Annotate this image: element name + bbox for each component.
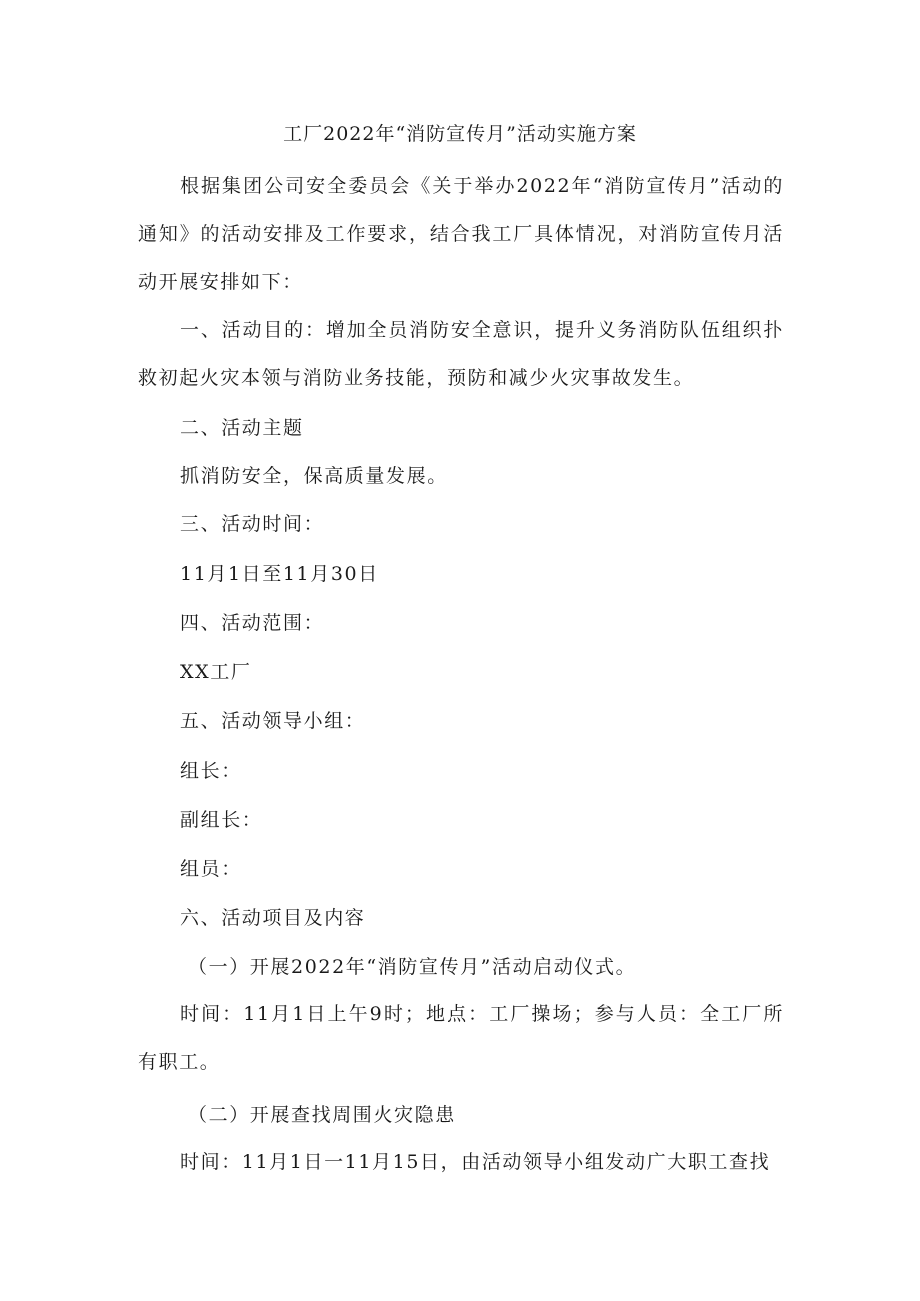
item-launch-heading: （一）开展2022年“消防宣传月”活动启动仪式。 xyxy=(188,956,637,978)
section-purpose-paragraph: 一、活动目的：增加全员消防安全意识，提升义务消防队伍组织扑救初起火灾本领与消防业务技能，预防和减少火灾事故发生。 xyxy=(138,319,784,389)
item-hazard-heading: （二）开展查找周围火灾隐患 xyxy=(188,1104,456,1126)
intro-paragraph: 根据集团公司安全委员会《关于举办2022年“消防宣传月”活动的通知》的活动安排及工作要求，结合我工厂具体情况，对消防宣传月活动开展安排如下： xyxy=(138,175,784,293)
section-theme-heading: 二、活动主题 xyxy=(180,417,304,439)
section-scope-body: XX工厂 xyxy=(180,661,252,683)
section-scope-heading: 四、活动范围： xyxy=(180,612,325,634)
item-launch-body: 时间：11月1日上午9时；地点：工厂操场；参与人员：全工厂所有职工。 xyxy=(138,1003,784,1073)
members-label: 组员： xyxy=(180,858,242,880)
document-title: 工厂2022年“消防宣传月”活动实施方案 xyxy=(283,123,637,145)
section-theme-body: 抓消防安全，保高质量发展。 xyxy=(180,465,448,487)
section-time-body: 11月1日至11月30日 xyxy=(180,563,379,585)
section-leadership-heading: 五、活动领导小组： xyxy=(180,710,366,732)
item-hazard-body: 时间：11月1日一11月15日，由活动领导小组发动广大职工查找 xyxy=(180,1151,771,1173)
section-activities-heading: 六、活动项目及内容 xyxy=(180,907,366,929)
section-time-heading: 三、活动时间： xyxy=(180,513,325,535)
deputy-leader-label: 副组长： xyxy=(180,809,263,831)
leader-label: 组长： xyxy=(180,760,242,782)
